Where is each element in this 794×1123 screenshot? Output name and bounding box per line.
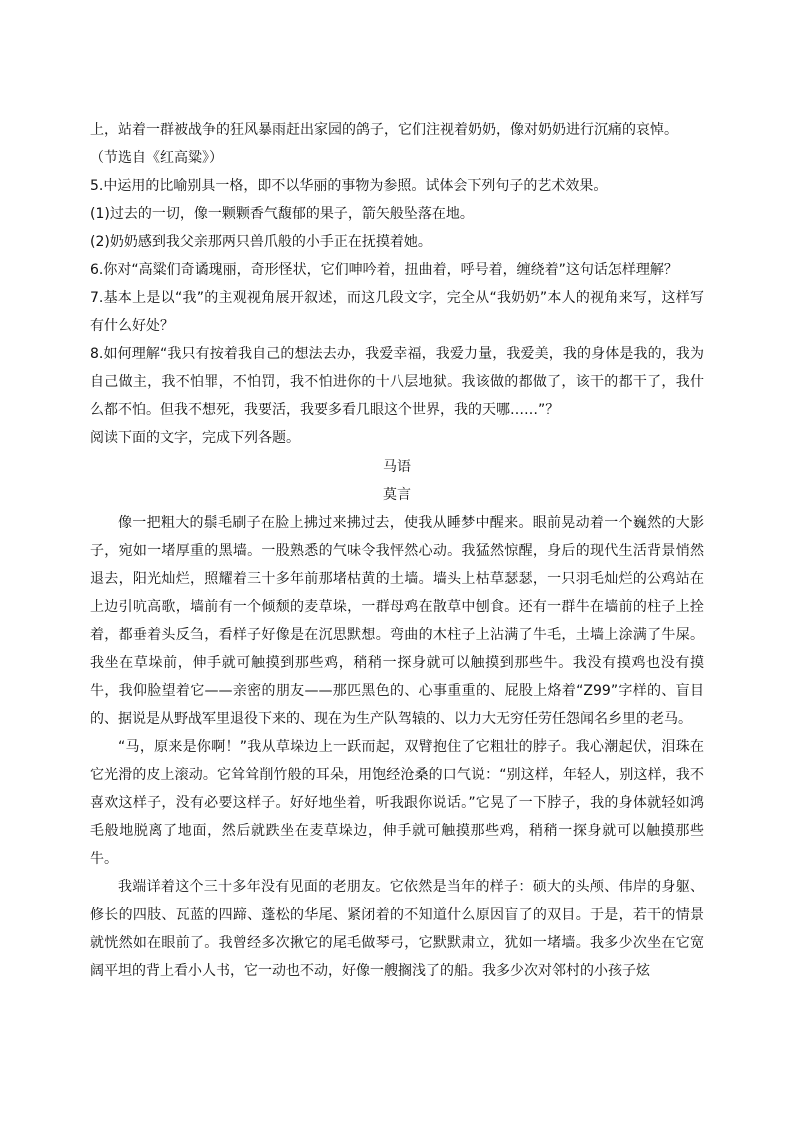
question-5: 5.中运用的比喻别具一格，即不以华丽的事物为参照。试体会下列句子的艺术效果。 [90,178,608,194]
article-title: 马语 [383,459,411,475]
question-5-item-1: (1)过去的一切，像一颗颗香气馥郁的果子，箭矢般坠落在地。 [90,206,474,222]
source-note: （节选自《红高粱》） [90,150,223,166]
question-8: 8.如何理解“我只有按着我自己的想法去办，我爱幸福，我爱力量，我爱美，我的身体是我的，我为自己做主，我不怕罪，不怕罚，我不怕进你的十八层地狱。我该做的都做了，该干的都干了，我什么都不怕。但我不想死，我要活，我要多看几眼这个世界，我的天哪……”？ [90,346,704,418]
article-paragraph-2: “马，原来是你啊！”我从草垛边上一跃而起，双臂抱住了它粗壮的脖子。我心潮起伏，泪珠在它光滑的皮上滚动。它耸耸削竹般的耳朵，用饱经沧桑的口气说：“别这样，年轻人，别这样，我不喜欢这样子，没有必要这样子。好好地坐着，听我跟你说话。”它晃了一下脖子，我的身体就轻如鸿毛般地脱离了地面，然后就跌坐在麦草垛边，伸手就可触摸那些鸡，稍稍一探身就可以触摸那些牛。 [90,739,704,867]
question-5-item-2: (2)奶奶感到我父亲那两只兽爪般的小手正在抚摸着她。 [90,234,432,250]
article-paragraph-3: 我端详着这个三十多年没有见面的老朋友。它依然是当年的样子：硕大的头颅、伟岸的身躯、修长的四肢、瓦蓝的四蹄、蓬松的华尾、紧闭着的不知道什么原因盲了的双目。于是，若干的情景就恍然如在眼前了。我曾经多次揪它的尾毛做琴弓，它默默肃立，犹如一堵墙。我多少次坐在它宽阔平坦的背上看小人书，它一动也不动，好像一艘搁浅了的船。我多少次对邻村的小孩子炫 [90,879,704,979]
reading-instruction: 阅读下面的文字，完成下列各题。 [90,430,300,446]
question-7: 7.基本上是以“我”的主观视角展开叙述，而这几段文字，完全从“我奶奶”本人的视角来写，这样写有什么好处？ [90,290,704,334]
excerpt-ending-line: 上，站着一群被战争的狂风暴雨赶出家园的鸽子，它们注视着奶奶，像对奶奶进行沉痛的哀悼。 [90,122,678,138]
question-6: 6.你对“高粱们奇谲瑰丽，奇形怪状，它们呻吟着，扭曲着，呼号着，缠绕着”这句话怎样理解？ [90,262,678,278]
article-author: 莫言 [383,487,411,503]
page-content [90,116,704,985]
article-paragraph-1: 像一把粗大的鬃毛刷子在脸上拂过来拂过去，使我从睡梦中醒来。眼前晃动着一个巍然的大影子，宛如一堵厚重的黑墙。一股熟悉的气味令我怦然心动。我猛然惊醒，身后的现代生活背景悄然退去，阳光灿烂，照耀着三十多年前那堵枯黄的土墙。墙头上枯草瑟瑟，一只羽毛灿烂的公鸡站在上边引吭高歌，墙前有一个倾颓的麦草垛，一群母鸡在散草中刨食。还有一群牛在墙前的柱子上拴着，都垂着头反刍，看样子好像是在沉思默想。弯曲的木柱子上沾满了牛毛，土墙上涂满了牛屎。我坐在草垛前，伸手就可触摸到那些鸡，稍稍一探身就可以触摸到那些牛。我没有摸鸡也没有摸牛，我仰脸望着它——亲密的朋友——那匹黑色的、心事重重的、屁股上烙着“Z99”字样的、盲目的、据说是从野战军里退役下来的、现在为生产队驾辕的、以力大无穷任劳任怨闻名乡里的老马。 [90,515,704,727]
